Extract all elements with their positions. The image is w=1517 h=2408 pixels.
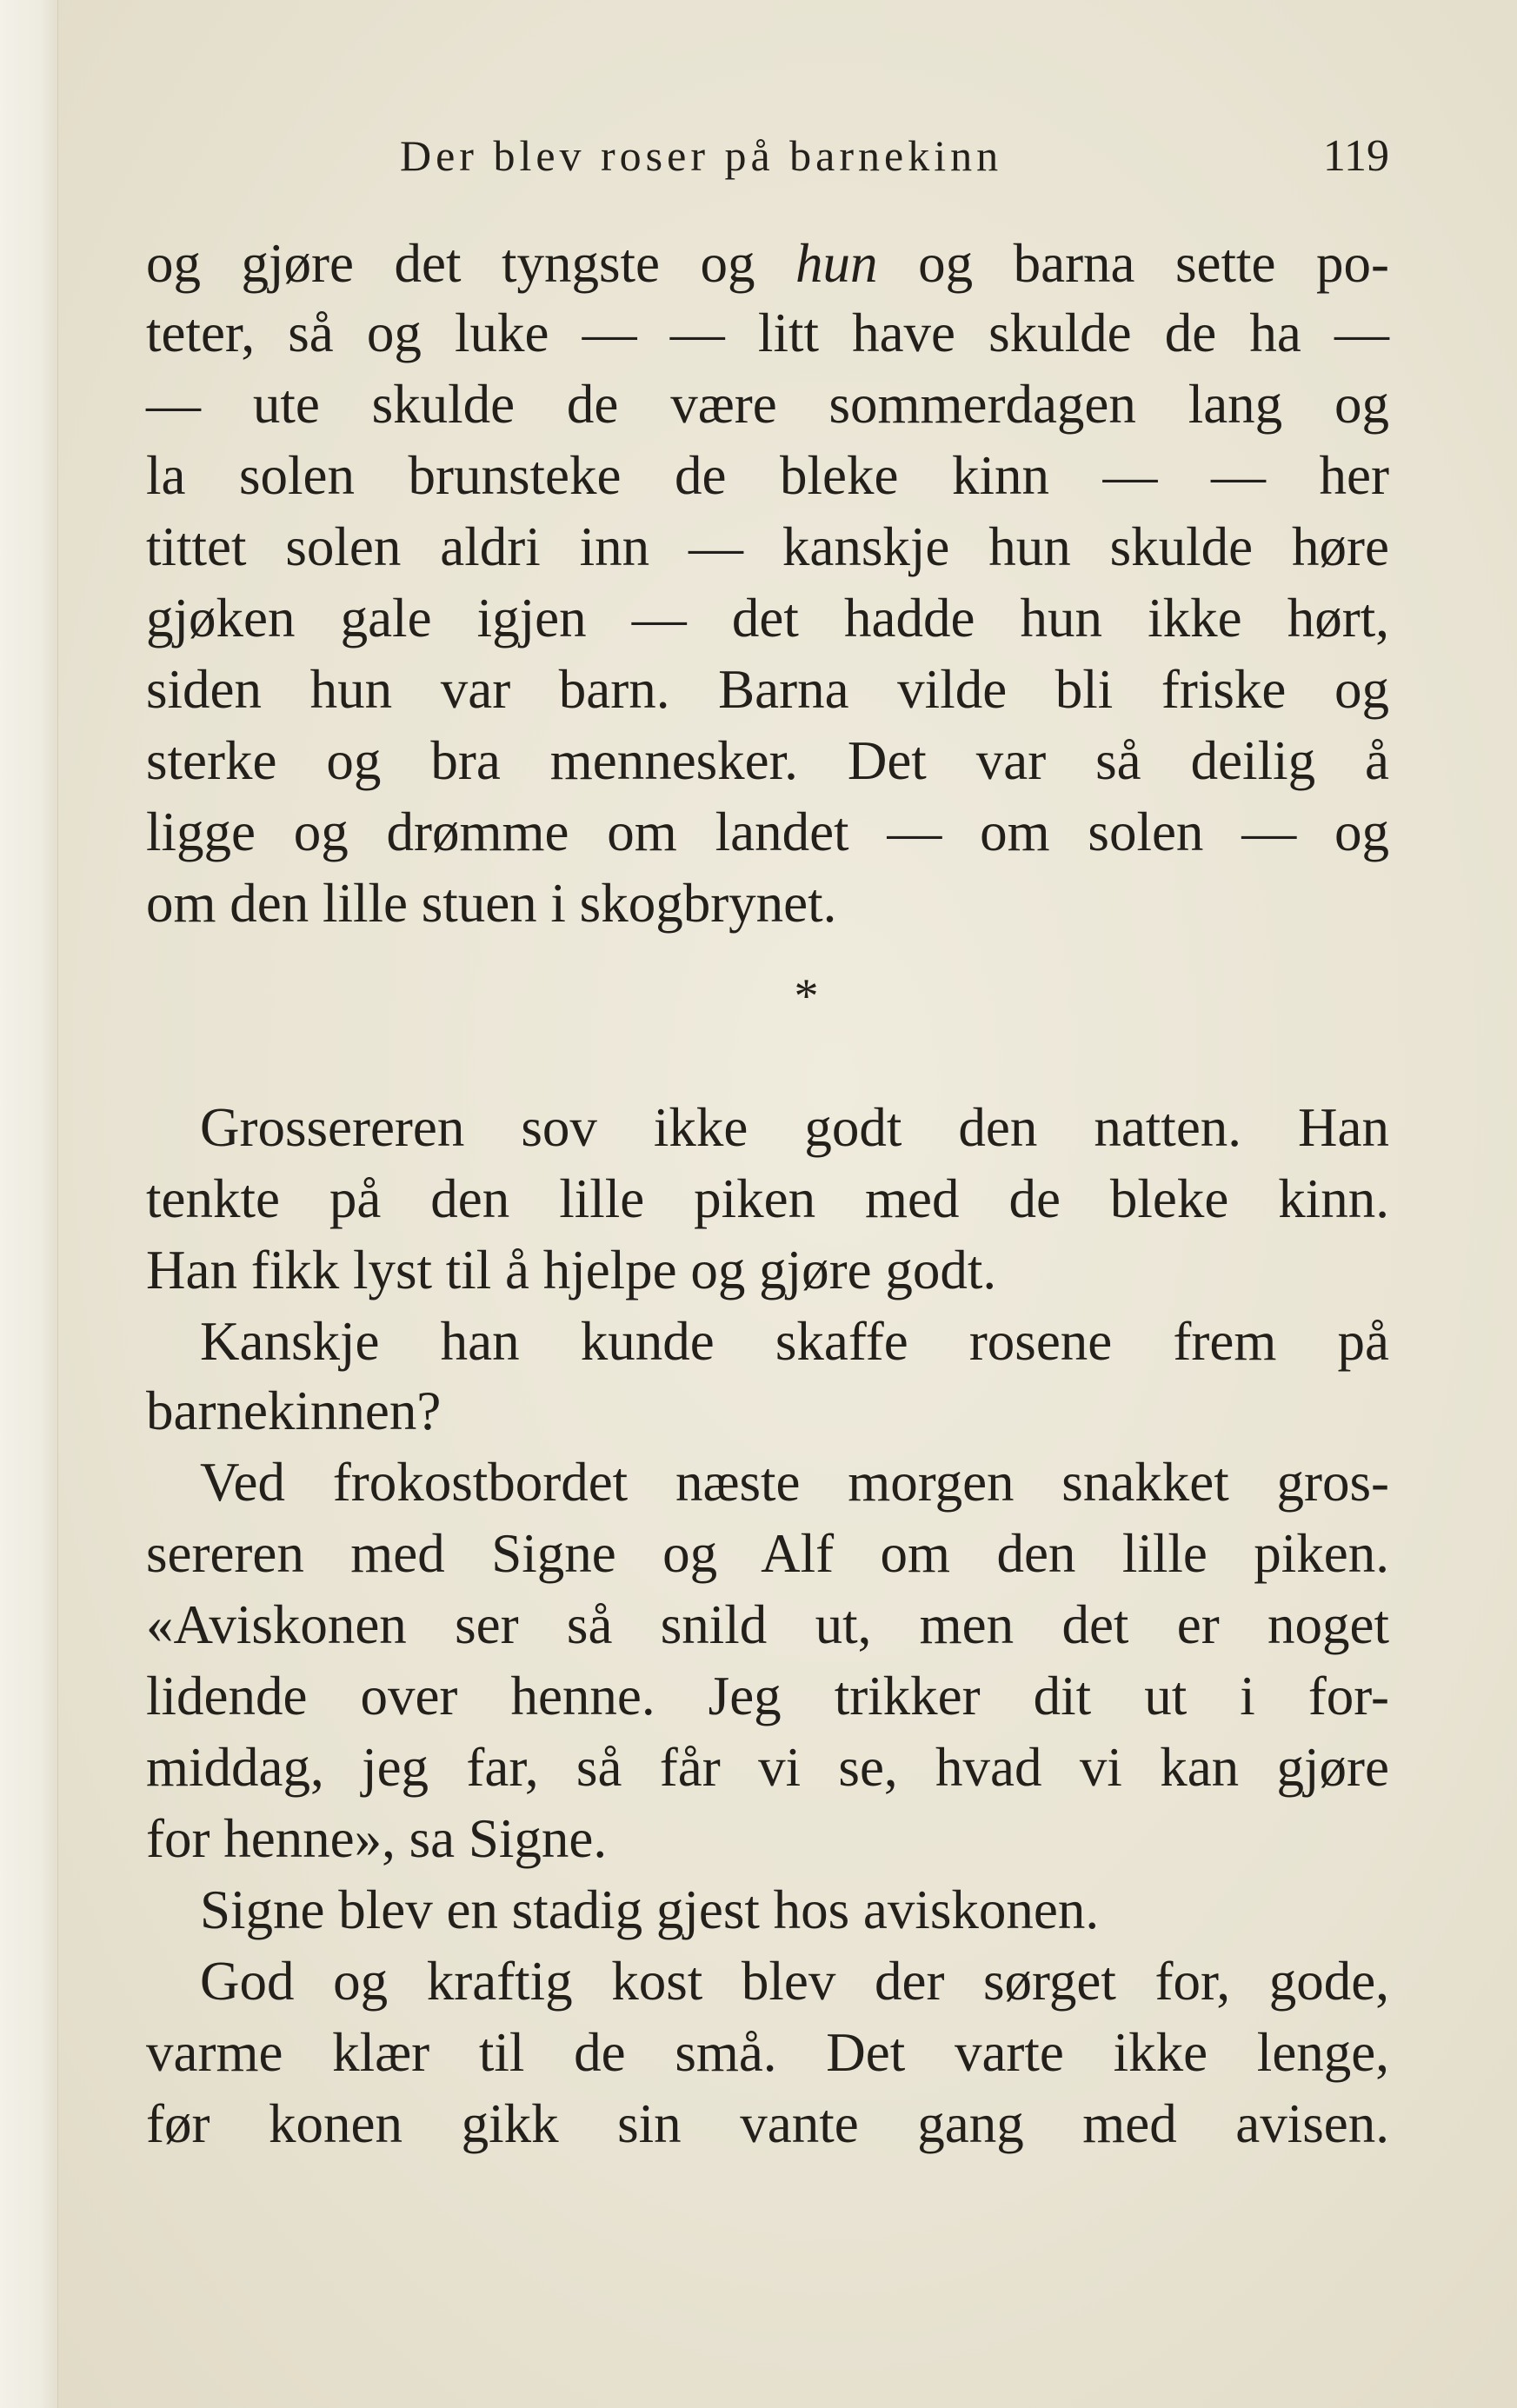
- text-line: Signe blev en stadig gjest hos aviskonen.: [200, 1879, 1100, 1940]
- text-line: middag, jeg far, så får vi se, hvad vi kan gjøre: [146, 1737, 1389, 1798]
- text-line: sterke og bra mennesker. Det var så deilig å: [146, 730, 1389, 791]
- text-line: Kanskje han kunde skaffe rosene frem på: [200, 1311, 1389, 1372]
- text-line: gjøken gale igjen — det hadde hun ikke hørt,: [146, 588, 1389, 649]
- text-line: og gjøre det tyngste og hun og barna sette po-: [146, 233, 1389, 294]
- text-line: Ved frokostbordet næste morgen snakket gros-: [200, 1452, 1389, 1513]
- page-number: 119: [1322, 131, 1389, 181]
- text-line: Han fikk lyst til å hjelpe og gjøre godt.: [146, 1240, 997, 1300]
- text-line: lidende over henne. Jeg trikker dit ut i for-: [146, 1666, 1389, 1726]
- text-line: før konen gikk sin vante gang med avisen.: [146, 2093, 1389, 2154]
- page-gutter: [0, 0, 58, 2408]
- text-line: sereren med Signe og Alf om den lille piken.: [146, 1523, 1389, 1584]
- text-line: «Aviskonen ser så snild ut, men det er noget: [146, 1594, 1389, 1655]
- section-separator: *: [794, 969, 819, 1023]
- text-line: tenkte på den lille piken med de bleke kinn.: [146, 1168, 1389, 1229]
- text-line: ligge og drømme om landet — om solen — og: [146, 802, 1389, 862]
- page-header: [146, 130, 1389, 191]
- text-line: tittet solen aldri inn — kanskje hun skulde høre: [146, 516, 1389, 577]
- text-line: Grossereren sov ikke godt den natten. Han: [200, 1097, 1389, 1158]
- text-line: teter, så og luke — — litt have skulde de ha —: [146, 303, 1389, 363]
- text-line: barnekinnen?: [146, 1380, 442, 1441]
- text-line: siden hun var barn. Barna vilde bli friske og: [146, 659, 1389, 720]
- text-line: varme klær til de små. Det varte ikke lenge,: [146, 2022, 1389, 2083]
- emphasis: hun: [795, 233, 878, 294]
- text-line: la solen brunsteke de bleke kinn — — her: [146, 445, 1389, 506]
- text-line: — ute skulde de være sommerdagen lang og: [146, 374, 1389, 435]
- text-line: God og kraftig kost blev der sørget for, gode,: [200, 1951, 1389, 2012]
- text-line: om den lille stuen i skogbrynet.: [146, 873, 837, 934]
- running-title: Der blev roser på barnekinn: [400, 131, 1003, 180]
- text-line: for henne», sa Signe.: [146, 1808, 608, 1869]
